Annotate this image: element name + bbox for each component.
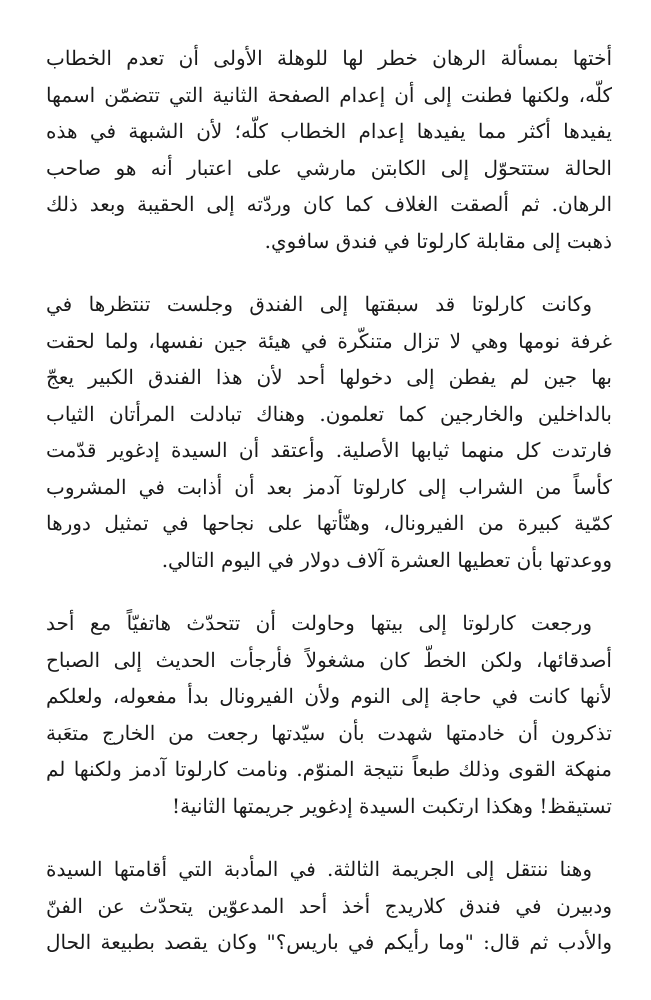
text-line: تستيقظ! وهكذا ارتكبت السيدة إدغوير جريمتها الثانية! [172, 793, 612, 818]
text-line: وكانت كارلوتا قد سبقتها إلى الفندق وجلست تنتظرها في [46, 292, 592, 316]
text-line: بالداخلين والخارجين كما تعلمون. وهناك تبادلت المرأتان الثياب [46, 401, 612, 426]
text-line: منهكة القوى وذلك طبعاً نتيجة المنوّم. ونامت كارلوتا آدمز ولكنها لم [46, 757, 612, 781]
paragraph-4 [46, 851, 612, 961]
text-line: أختها بمسألة الرهان خطر لها للوهلة الأولى أن تعدم الخطاب [46, 46, 612, 70]
text-line: ذهبت إلى مقابلة كارلوتا في فندق سافوي. [264, 228, 612, 253]
book-page [46, 40, 612, 988]
text-line: والأدب ثم قال: "وما رأيكم في باريس؟" وكان يقصد بطبيعة الحال [46, 930, 612, 954]
text-line: لأنها كانت في حاجة إلى النوم ولأن الفيرونال بدأ مفعوله، ولعلكم [46, 684, 612, 708]
text-line: الحالة ستتحوّل إلى الكابتن مارشي على اعتبار أنه هو صاحب [46, 155, 612, 180]
text-line: كمّية كبيرة من الفيرونال، وهنّأتها على نجاحها في تمثيل دورها [46, 511, 612, 535]
text-line: كأساً من الشراب إلى كارلوتا آدمز بعد أن أذابت في المشروب [46, 474, 612, 499]
paragraph-3 [46, 605, 612, 824]
text-line: يفيدها أكثر مما يفيدها إعدام الخطاب كلّه؛ لأن الشبهة في هذه [46, 119, 612, 143]
text-line: غرفة نومها وهي لا تزال متنكّرة في هيئة جين نفسها، ولما لحقت [46, 328, 612, 353]
text-line: بها جين لم يفطن إلى دخولها أحد لأن هذا الفندق الكبير يعجّ [46, 365, 612, 389]
text-line: ووعدتها بأن تعطيها العشرة آلاف دولار في اليوم التالي. [161, 547, 612, 572]
text-line: أصدقائها، ولكن الخطّ كان مشغولاً فأرجأت الحديث إلى الصباح [46, 647, 612, 672]
text-line: ورجعت كارلوتا إلى بيتها وحاولت أن تتحدّث هاتفيّاً مع أحد [46, 611, 592, 635]
text-line: فارتدت كل منهما ثيابها الأصلية. وأعتقد أن السيدة إدغوير قدّمت [46, 438, 612, 462]
paragraph-2 [46, 286, 612, 578]
text-line: تذكرون أن خادمتها شهدت بأن سيّدتها رجعت من الخارج متعَبة [46, 720, 612, 745]
text-line: كلّه، ولكنها فطنت إلى أن إعدام الصفحة الثانية التي تتضمّن اسمها [46, 82, 612, 107]
paragraph-1 [46, 40, 612, 259]
text-line: ودبيرن في فندق كلاريدج أخذ أحد المدعوّين يتحدّث عن الفنّ [46, 893, 612, 918]
text-line: الرهان. ثم ألصقت الغلاف كما كان وردّته إلى الحقيبة وبعد ذلك [46, 192, 612, 216]
text-line: وهنا ننتقل إلى الجريمة الثالثة. في المأدبة التي أقامتها السيدة [46, 857, 592, 881]
